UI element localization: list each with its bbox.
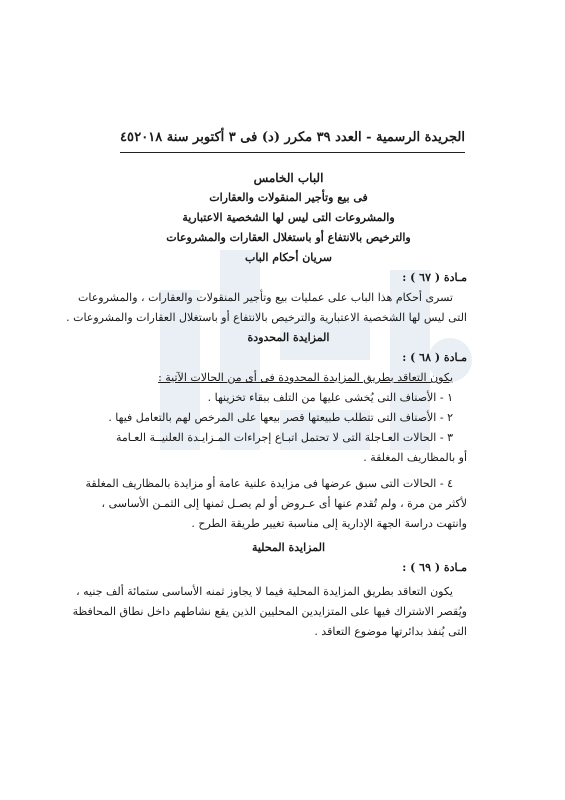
list-item-continuation: لأكثر من مرة ، ولم تُقدم عنها أى عـروض أو لم يصـل ثمنها إلى الثمـن الأساسى ، [101,497,467,510]
article-67-label: مـادة ( ٦٧ ) : [402,271,467,284]
list-item-continuation: أو بالمظاريف المغلقة . [363,451,467,464]
article-67-text: التى ليس لها الشخصية الاعتبارية والترخيص بالانتفاع أو باستغلال العقارات والمشروعات . [66,311,467,324]
journal-title: الجريدة الرسمية - العدد ٣٩ مكرر (د) فى ٣ أكتوبر سنة ٢٠١٨ [134,130,465,145]
list-item: ٢ - الأصناف التى تتطلب طبيعتها قصر بيعها على المرخص لهم بالتعامل فيها . [108,411,453,424]
subheading-limited-auction: المزايدة المحدودة [247,331,330,344]
article-67-text: تسرى أحكام هذا الباب على عمليات بيع وتأجير المنقولات والعقارات ، والمشروعات [77,291,453,304]
header-divider [120,152,465,153]
page-header [120,130,465,145]
list-item-continuation: وانتهت دراسة الجهة الإدارية إلى مناسبة تغيير طريقة الطرح . [191,517,467,530]
article-69-text: يكون التعاقد بطريق المزايدة المحلية فيما لا يجاوز ثمنه الأساسى ستمائة ألف جنيه ، [76,585,453,598]
list-item: ٤ - الحالات التى سبق عرضها فى مزايدة علنية عامة أو مزايدة بالمظاريف المغلقة [85,477,453,490]
section-heading: سريان أحكام الباب [245,251,332,264]
article-69-label: مـادة ( ٦٩ ) : [402,561,467,574]
chapter-subtitle-line: والمشروعات التى ليس لها الشخصية الاعتبارية [182,211,395,224]
chapter-subtitle-line: والترخيص بالانتفاع أو باستغلال العقارات والمشروعات [166,231,411,244]
document-body [66,168,467,642]
list-item: ١ - الأصناف التى يُخشى عليها من التلف ببقاء تخزينها . [207,391,453,404]
article-69-text: التى يُنفذ بدائرتها موضوع التعاقد . [314,625,467,638]
chapter-title: الباب الخامس [253,171,324,185]
chapter-subtitle-line: فى بيع وتأجير المنقولات والعقارات [209,191,368,204]
article-68-intro: يكون التعاقد بطريق المزايدة المحدودة فى أى من الحالات الآتية : [158,371,453,384]
subheading-local-auction: المزايدة المحلية [251,541,326,554]
list-item: ٣ - الحالات العـاجلة التى لا تحتمل اتبـاع إجراءات المـزايـدة العلنيــة العـامة [115,431,453,444]
article-68-label: مـادة ( ٦٨ ) : [402,351,467,364]
article-69-text: ويُقصر الاشتراك فيها على المتزايدين المحليين الذين يقع نشاطهم داخل نطاق المحافظة [72,605,467,618]
page-number: ٤٥ [120,130,134,145]
